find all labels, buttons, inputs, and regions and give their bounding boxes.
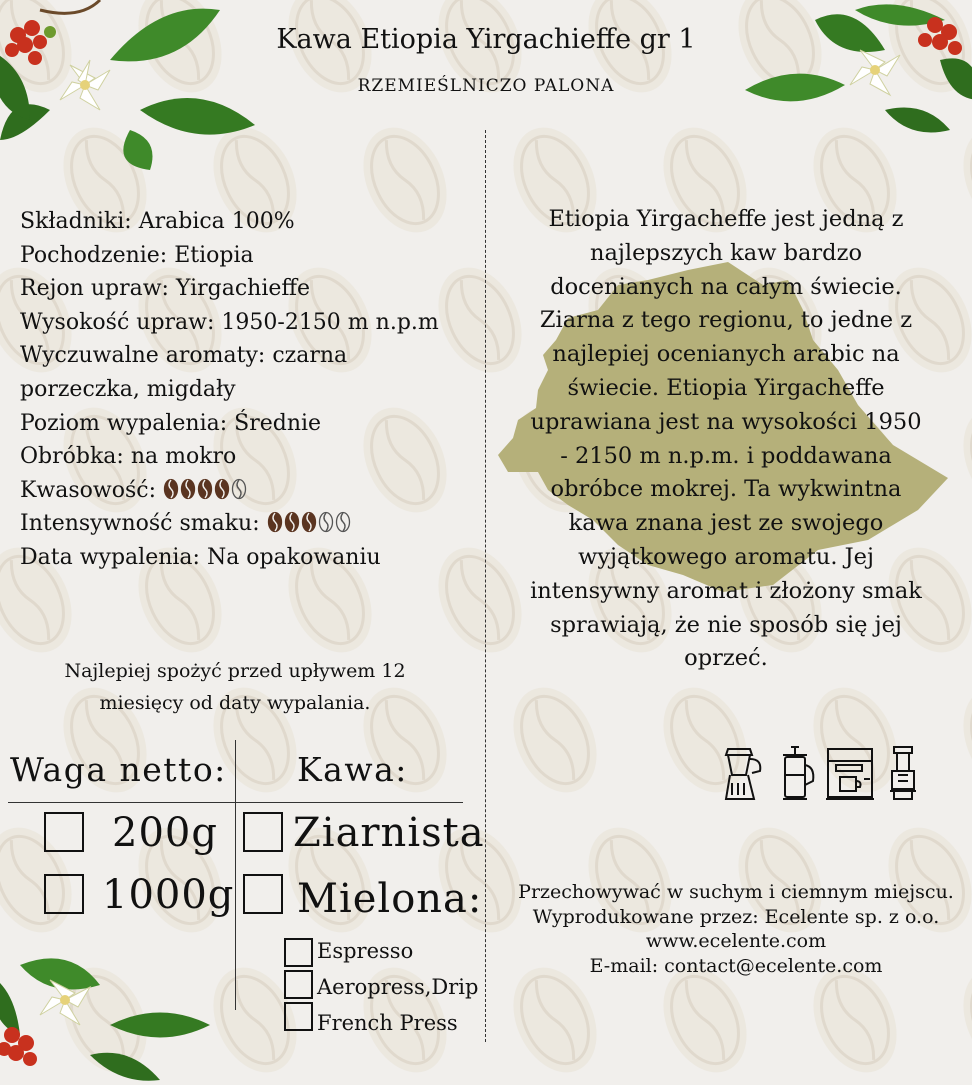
best-before-note: Najlepiej spożyć przed upływem 12 miesięcy od daty wypalania. xyxy=(64,660,406,714)
acidity-label: Kwasowość: xyxy=(20,477,157,503)
empty-bean-icon xyxy=(318,511,334,533)
weight-1000g-label: 1000g xyxy=(102,872,235,918)
weight-200g-checkbox[interactable] xyxy=(44,812,84,852)
filled-bean-icon xyxy=(214,478,230,500)
filled-bean-icon xyxy=(163,478,179,500)
center-divider xyxy=(485,130,486,1042)
table-column-line xyxy=(235,740,236,1010)
french-press-icon xyxy=(783,747,813,799)
spec-origin: Pochodzenie: Etiopia xyxy=(20,242,254,268)
coffee-plant-corner-top-right xyxy=(735,0,972,150)
product-subtitle: RZEMIEŚLNICZO PALONA xyxy=(357,76,615,96)
moka-pot-icon xyxy=(726,749,760,799)
spec-region: Rejon upraw: Yirgachieffe xyxy=(20,276,311,302)
grind-french-press-checkbox[interactable] xyxy=(284,1002,313,1031)
producer-name: Wyprodukowane przez: Ecelente sp. z o.o. xyxy=(532,905,940,928)
empty-bean-icon xyxy=(231,478,247,500)
email-address[interactable]: E-mail: contact@ecelente.com xyxy=(589,954,883,977)
coffee-plant-corner-bottom-left xyxy=(0,945,220,1085)
grind-espresso-checkbox[interactable] xyxy=(284,938,313,967)
spec-intensity xyxy=(20,507,480,541)
storage-note: Przechowywać w suchym i ciemnym miejscu. xyxy=(518,881,954,903)
spec-ingredients: Składniki: Arabica 100% xyxy=(20,209,295,234)
acidity-rating xyxy=(163,478,247,500)
filled-bean-icon xyxy=(284,511,300,533)
aeropress-icon xyxy=(890,747,916,799)
intensity-rating xyxy=(267,511,351,533)
espresso-machine-icon xyxy=(826,749,874,799)
spec-roast-level: Poziom wypalenia: Średnie xyxy=(20,410,322,436)
grind-french-press-label: French Press xyxy=(317,1011,458,1035)
ground-label: Mielona: xyxy=(297,876,483,922)
ground-checkbox[interactable] xyxy=(243,874,283,914)
empty-bean-icon xyxy=(335,511,351,533)
intensity-label: Intensywność smaku: xyxy=(20,511,260,537)
background-bean xyxy=(497,674,612,806)
spec-acidity xyxy=(20,474,480,508)
product-title: Kawa Etiopia Yirgachieffe gr 1 xyxy=(276,24,696,55)
spec-aromas: Wyczuwalne aromaty: czarna porzeczka, migdały xyxy=(20,343,348,402)
background-bean xyxy=(947,674,972,806)
spec-roast-date: Data wypalenia: Na opakowaniu xyxy=(20,544,381,570)
weight-200g-label: 200g xyxy=(112,810,218,856)
filled-bean-icon xyxy=(180,478,196,500)
weight-header: Waga netto: xyxy=(10,750,227,789)
weight-1000g-checkbox[interactable] xyxy=(44,874,84,914)
spec-altitude: Wysokość upraw: 1950-2150 m n.p.m xyxy=(20,309,439,335)
specifications-list xyxy=(20,205,480,575)
filled-bean-icon xyxy=(267,511,283,533)
spec-processing: Obróbka: na mokro xyxy=(20,444,237,470)
filled-bean-icon xyxy=(197,478,213,500)
background-bean xyxy=(947,394,972,526)
website-link[interactable]: www.ecelente.com xyxy=(645,930,827,952)
grind-espresso-label: Espresso xyxy=(317,939,414,963)
whole-bean-label: Ziarnista xyxy=(293,810,485,856)
filled-bean-icon xyxy=(301,511,317,533)
coffee-type-header: Kawa: xyxy=(297,750,408,789)
whole-bean-checkbox[interactable] xyxy=(243,812,283,852)
grind-aeropress-drip-checkbox[interactable] xyxy=(284,970,313,999)
producer-info xyxy=(510,880,962,978)
grind-aeropress-drip-label: Aeropress,Drip xyxy=(317,975,479,999)
brewing-icons xyxy=(722,745,922,805)
product-description: Etiopia Yirgacheffe jest jedną z najlepszych kaw bardzo docenianych na całym świecie. Ziarna z tego regionu, to jedne z najlepiej ocenianych arabic na świecie. Etiopia Yirgacheffe uprawiana jest na wysokości 1950 - 2150 m n.p.m. i poddawana obróbce mokrej. Ta wykwintna kawa znana jest ze swojego wyjątkowego aromatu. Jej intensywny aromat i złożony smak sprawiają, że nie sposób się jej oprzeć. xyxy=(530,206,922,672)
